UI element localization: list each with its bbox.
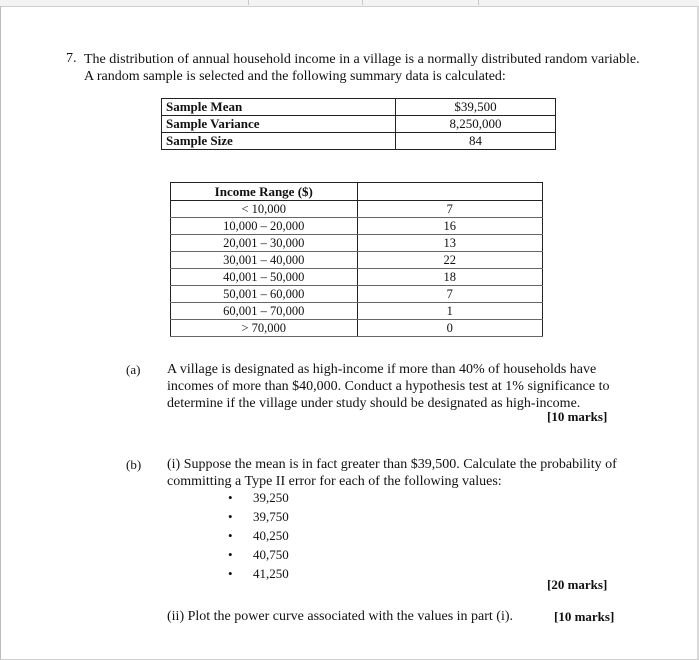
table-row xyxy=(171,252,543,269)
count-cell: 1 xyxy=(357,303,542,320)
table-row xyxy=(171,201,543,218)
page-left-edge xyxy=(0,6,1,660)
summary-value: 84 xyxy=(396,133,556,150)
ruler-tick xyxy=(478,0,479,5)
value-text: 39,750 xyxy=(253,509,289,524)
table-row xyxy=(171,303,543,320)
summary-label: Sample Mean xyxy=(162,99,396,116)
column-header-income-range: Income Range ($) xyxy=(171,183,358,201)
summary-label: Sample Size xyxy=(162,133,396,150)
list-item xyxy=(228,564,289,583)
table-row xyxy=(171,320,543,337)
summary-label: Sample Variance xyxy=(162,116,396,133)
ruler-tick xyxy=(362,0,363,5)
summary-table xyxy=(161,98,556,150)
part-b-i-marks: [20 marks] xyxy=(547,577,608,592)
income-range-cell: 30,001 – 40,000 xyxy=(171,252,358,269)
count-cell: 7 xyxy=(357,201,542,218)
bullet-icon: • xyxy=(228,547,233,562)
table-header-row xyxy=(171,183,543,201)
count-cell: 7 xyxy=(357,286,542,303)
table-row xyxy=(162,133,556,150)
question-number: 7. xyxy=(66,51,77,66)
count-cell: 16 xyxy=(357,218,542,235)
table-row xyxy=(171,218,543,235)
frequency-table xyxy=(170,182,543,337)
income-range-cell: 20,001 – 30,000 xyxy=(171,235,358,252)
bullet-icon: • xyxy=(228,509,233,524)
part-b-i-text: (i) Suppose the mean is in fact greater than $39,500. Calculate the probability of committing a Type II error for each of the following values: xyxy=(167,457,617,489)
income-range-cell: 60,001 – 70,000 xyxy=(171,303,358,320)
part-a-marks: [10 marks] xyxy=(547,409,608,424)
bullet-icon: • xyxy=(228,490,233,505)
question-text: The distribution of annual household income in a village is a normally distributed random variable. A random sample is selected and the following summary data is calculated: xyxy=(84,52,640,84)
count-cell: 0 xyxy=(357,320,542,337)
summary-value: $39,500 xyxy=(396,99,556,116)
value-text: 40,250 xyxy=(253,528,289,543)
list-item xyxy=(228,507,289,526)
value-text: 41,250 xyxy=(253,566,289,581)
count-cell: 18 xyxy=(357,269,542,286)
table-row xyxy=(171,269,543,286)
list-item xyxy=(228,488,289,507)
bullet-icon: • xyxy=(228,566,233,581)
page-top-strip xyxy=(0,0,699,7)
part-a-text: A village is designated as high-income if more than 40% of households have incomes of more than $40,000. Conduct a hypothesis test at 1% significance to determine if the village under study should be designated as high-income. xyxy=(167,362,610,411)
part-b-ii-text: (ii) Plot the power curve associated with the values in part (i). xyxy=(167,609,514,624)
table-row xyxy=(162,116,556,133)
part-b-label: (b) xyxy=(126,457,142,472)
summary-value: 8,250,000 xyxy=(396,116,556,133)
income-range-cell: > 70,000 xyxy=(171,320,358,337)
type-ii-values-list xyxy=(228,488,289,583)
income-range-cell: 10,000 – 20,000 xyxy=(171,218,358,235)
ruler-tick xyxy=(248,0,249,5)
column-header-count xyxy=(357,183,542,201)
count-cell: 13 xyxy=(357,235,542,252)
table-row xyxy=(171,286,543,303)
income-range-cell: < 10,000 xyxy=(171,201,358,218)
value-text: 39,250 xyxy=(253,490,289,505)
part-a-label: (a) xyxy=(126,362,141,377)
income-range-cell: 40,001 – 50,000 xyxy=(171,269,358,286)
table-row xyxy=(162,99,556,116)
table-row xyxy=(171,235,543,252)
list-item xyxy=(228,545,289,564)
part-b-ii-marks: [10 marks] xyxy=(554,609,615,624)
list-item xyxy=(228,526,289,545)
value-text: 40,750 xyxy=(253,547,289,562)
bullet-icon: • xyxy=(228,528,233,543)
income-range-cell: 50,001 – 60,000 xyxy=(171,286,358,303)
count-cell: 22 xyxy=(357,252,542,269)
